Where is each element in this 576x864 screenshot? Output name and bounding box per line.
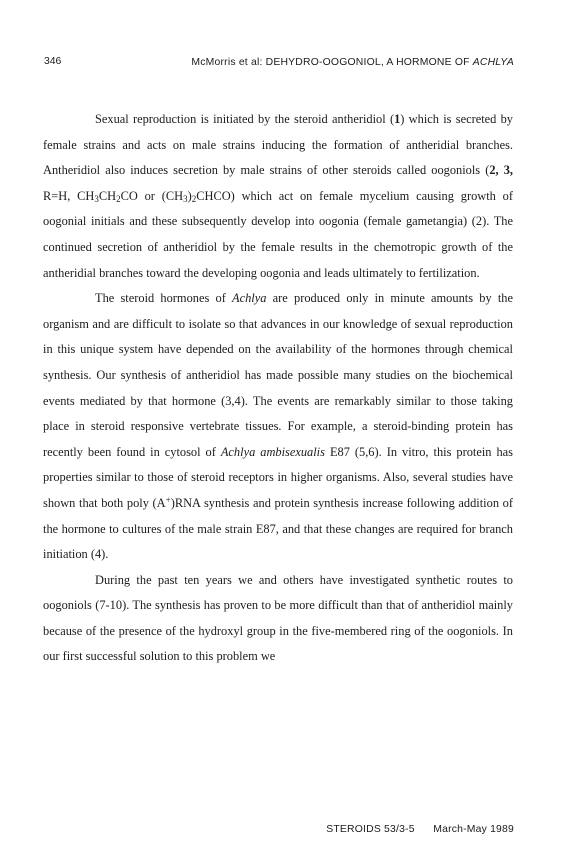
p1-text-2: ) which is secreted by female strains and acts on male strains inducing the formation of antheridial branches. Antheridiol also induces secretion by male strains of other steroids called oogoniols ( (43, 112, 513, 178)
issue-date: March-May 1989 (433, 824, 514, 835)
page-header (44, 56, 514, 72)
p1-sub-1: 3 (94, 193, 99, 204)
running-title-italic: ACHLYA (472, 57, 514, 68)
running-title (191, 57, 514, 68)
paragraph-3: During the past ten years we and others have investigated synthetic routes to oogoniols (7-10). The synthesis has proven to be more difficult than that of antheridiol mainly because of the presence of the hydroxyl group in the five-membered ring of the oogoniols. In our first successful solution to this problem we (43, 572, 513, 664)
p1-text-7: CHCO) which act on female mycelium causing growth of oogonial initials and these subsequently develop into oogonia (female gametangia) (2). The continued secretion of antheridiol by the female results in the chemotropic growth of the antheridial branches toward the developing oogonia and leads ultimately to fertilization. (43, 188, 514, 280)
p1-sub-3: 3 (183, 193, 188, 204)
page-number: 346 (44, 56, 62, 67)
p1-compound-number: 1 (394, 112, 401, 126)
page-footer (326, 824, 514, 835)
paragraph-2 (43, 286, 513, 568)
paragraph-1 (43, 107, 513, 286)
article-body (43, 107, 513, 670)
p2-text-1: The steroid hormones of (95, 291, 233, 306)
p2-species-name: Achlya ambisexualis (220, 444, 325, 459)
p1-text-3: R=H, CH (43, 188, 95, 203)
running-title-main: McMorris et al: DEHYDRO-OOGONIOL, A HORMONE OF (191, 57, 473, 68)
p2-genus-name: Achlya (232, 291, 267, 306)
p1-text-1: Sexual reproduction is initiated by the steroid antheridiol ( (95, 112, 395, 126)
p1-text-4: CH (98, 188, 117, 203)
p2-sup-1: + (165, 494, 171, 505)
p1-compound-numbers: 2, 3, (489, 163, 513, 178)
p1-text-6: ) (187, 188, 192, 203)
p2-text-3: E87 (5,6). In vitro, this protein has properties similar to those of steroid receptors in higher organisms. Also, several studies have shown that both poly (A (43, 444, 513, 510)
p1-sub-2: 2 (116, 193, 121, 204)
p1-sub-4: 2 (191, 193, 197, 204)
p1-text-5: CO or (CH (120, 188, 184, 203)
p2-text-4: )RNA synthesis and protein synthesis increase following addition of the hormone to cultures of the male strain E87, and that these changes are required for branch initiation (4). (43, 495, 513, 562)
journal-citation: STEROIDS 53/3-5 (326, 824, 415, 835)
p2-text-2: are produced only in minute amounts by the organism and are difficult to isolate so that advances in our knowledge of sexual reproduction in this unique system have depended on the availability of the hormones through chemical synthesis. Our synthesis of antheridiol has made possible many studies on the biochemical events mediated by that hormone (3,4). The events are remarkably similar to those taking place in steroid responsive vertebrate tissues. For example, a steroid-binding protein has recently been found in cytosol of (43, 291, 513, 459)
